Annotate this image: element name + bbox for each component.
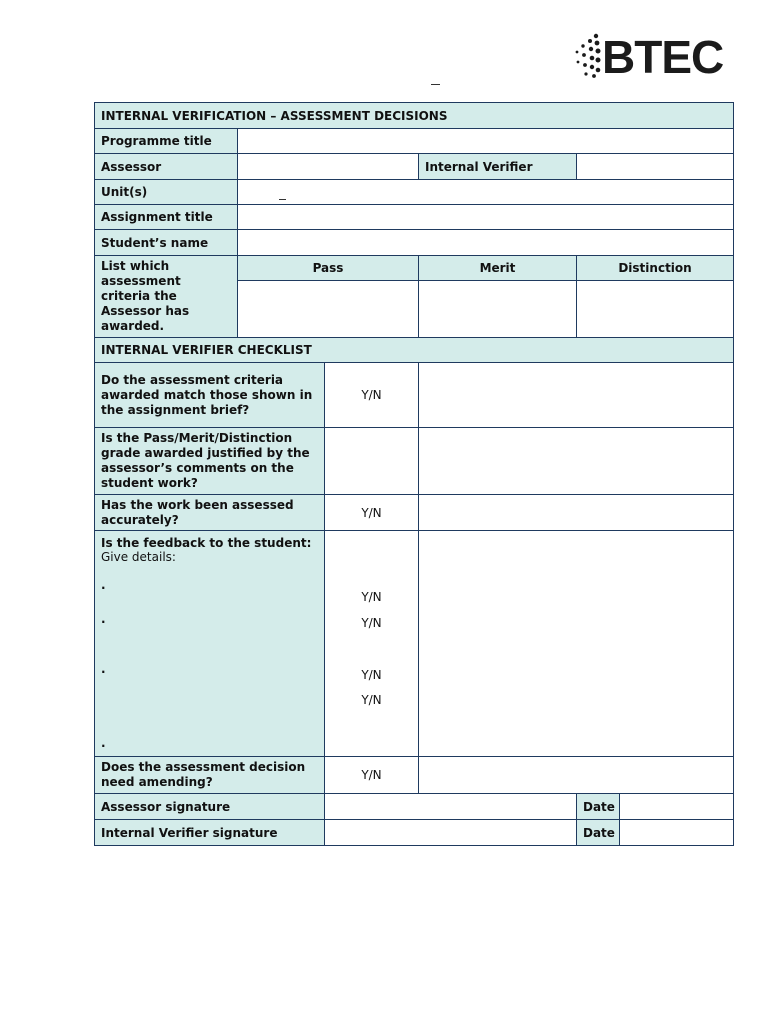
distinction-criteria-field[interactable] <box>577 281 734 338</box>
btec-logo <box>574 31 724 83</box>
assessor-signature-field[interactable] <box>325 794 577 820</box>
form-title: INTERNAL VERIFICATION – ASSESSMENT DECISIONS <box>95 103 734 129</box>
programme-title-label: Programme title <box>95 129 238 154</box>
programme-title-field[interactable] <box>238 129 734 154</box>
q4-answers[interactable] <box>325 531 419 757</box>
distinction-header: Distinction <box>577 256 734 281</box>
assessor-date-field[interactable] <box>620 794 734 820</box>
q3-answer[interactable]: Y/N <box>325 495 419 531</box>
iv-date-field[interactable] <box>620 820 734 846</box>
q4-answer[interactable]: Y/N <box>361 615 382 630</box>
q5-comments[interactable] <box>419 757 734 794</box>
q3-comments[interactable] <box>419 495 734 531</box>
assessor-field[interactable] <box>238 154 419 180</box>
decorative-dash <box>431 84 440 85</box>
merit-criteria-field[interactable] <box>419 281 577 338</box>
iv-assessment-form <box>94 102 734 846</box>
checklist-title: INTERNAL VERIFIER CHECKLIST <box>95 338 734 363</box>
q4-answer[interactable]: Y/N <box>361 692 382 707</box>
student-name-field[interactable] <box>238 230 734 256</box>
assignment-title-field[interactable] <box>238 205 734 230</box>
internal-verifier-label: Internal Verifier <box>419 154 577 180</box>
q4-answer[interactable]: Y/N <box>361 589 382 604</box>
q4-answer[interactable]: Y/N <box>361 667 382 682</box>
units-field[interactable] <box>238 180 734 205</box>
iv-signature-field[interactable] <box>325 820 577 846</box>
q4-cell <box>95 531 325 757</box>
q5-label: Does the assessment decision need amending? <box>95 757 325 794</box>
q1-label: Do the assessment criteria awarded match those shown in the assignment brief? <box>95 363 325 428</box>
internal-verifier-field[interactable] <box>577 154 734 180</box>
assessor-signature-label: Assessor signature <box>95 794 325 820</box>
assignment-title-label: Assignment title <box>95 205 238 230</box>
assessor-label: Assessor <box>95 154 238 180</box>
assessor-date-label: Date <box>577 794 620 820</box>
btec-logo-text: BTEC <box>602 31 724 83</box>
q2-label: Is the Pass/Merit/Distinction grade awarded justified by the assessor’s comments on the student work? <box>95 428 325 495</box>
q4-sub-label: Give details: <box>101 550 176 564</box>
iv-signature-label: Internal Verifier signature <box>95 820 325 846</box>
q4-comments[interactable] <box>419 531 734 757</box>
q1-answer[interactable]: Y/N <box>325 363 419 428</box>
pass-criteria-field[interactable] <box>238 281 419 338</box>
q4-bullet: . <box>101 662 106 676</box>
q4-bullet: . <box>101 736 106 750</box>
q3-label: Has the work been assessed accurately? <box>95 495 325 531</box>
criteria-label: List which assessment criteria the Assessor has awarded. <box>95 256 238 338</box>
q4-label: Is the feedback to the student: <box>101 536 312 550</box>
q1-comments[interactable] <box>419 363 734 428</box>
q4-bullet: . <box>101 612 106 626</box>
btec-dots-icon <box>574 32 604 80</box>
q2-comments[interactable] <box>419 428 734 495</box>
units-label: Unit(s) <box>95 180 238 205</box>
pass-header: Pass <box>238 256 419 281</box>
q4-bullet: . <box>101 578 106 592</box>
iv-date-label: Date <box>577 820 620 846</box>
merit-header: Merit <box>419 256 577 281</box>
student-name-label: Student’s name <box>95 230 238 256</box>
units-field-dash <box>279 199 286 200</box>
q5-answer[interactable]: Y/N <box>325 757 419 794</box>
q2-answer[interactable] <box>325 428 419 495</box>
